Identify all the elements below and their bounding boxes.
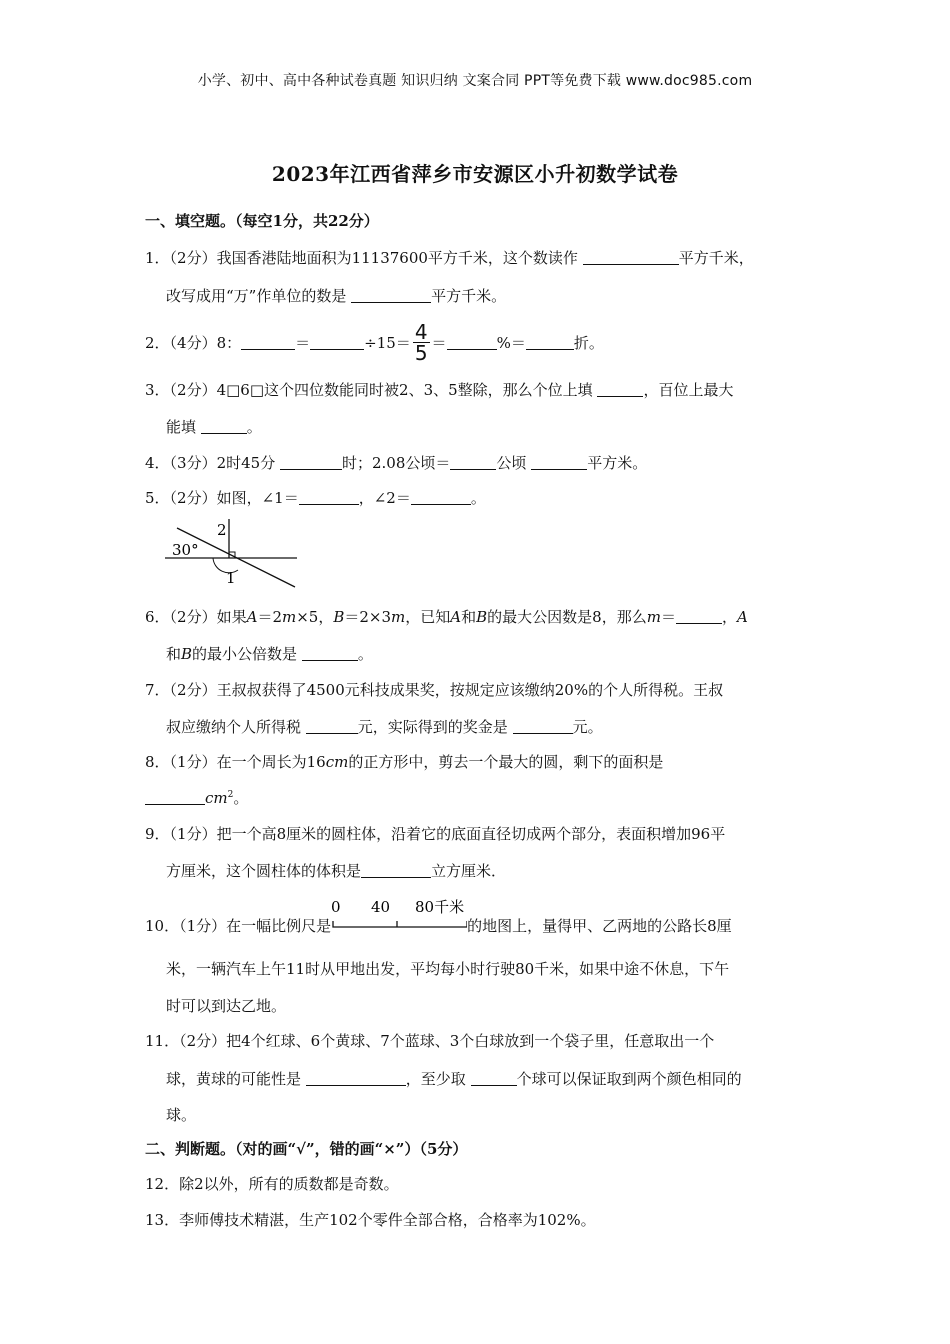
question-9-line-1: 9．（1分）把一个高8厘米的圆柱体，沿着它的底面直径切成两个部分，表面积增加96平 [145, 825, 726, 843]
question-7-line-2: 叔应缴纳个人所得税 元，实际得到的奖金是 元。 [166, 718, 603, 736]
question-1-line-1: 1．（2分）我国香港陆地面积为11137600平方千米，这个数读作 平方千米， [145, 249, 754, 267]
angle-2-label: 2 [217, 521, 227, 539]
question-10-line-2: 米，一辆汽车上午11时从甲地出发，平均每小时行驶80千米，如果中途不休息，下午 [166, 960, 730, 978]
question-7-line-1: 7．（2分）王叔叔获得了4500元科技成果奖，按规定应该缴纳20%的个人所得税。王叔 [145, 681, 724, 699]
question-11-line-1: 11．（2分）把4个红球、6个黄球、7个蓝球、3个白球放到一个袋子里，任意取出一个 [145, 1032, 715, 1050]
question-11-line-3: 球。 [166, 1106, 197, 1124]
scale-bar [331, 898, 467, 933]
header-banner: 小学、初中、高中各种试卷真题 知识归纳 文案合同 PPT等免费下载 www.doc985.com [197, 73, 753, 89]
answer-blank[interactable] [411, 490, 471, 505]
answer-blank[interactable] [450, 455, 496, 470]
question-9-line-2: 方厘米，这个圆柱体的体积是 立方厘米． [166, 862, 507, 880]
scale-label-40: 40 [371, 898, 391, 916]
answer-blank[interactable] [302, 646, 358, 661]
answer-blank[interactable] [447, 335, 497, 350]
answer-blank[interactable] [676, 609, 722, 624]
scale-label-0: 0 [331, 898, 341, 916]
answer-blank[interactable] [361, 863, 431, 878]
answer-blank[interactable] [241, 335, 295, 350]
angle-30-label: 30° [172, 541, 199, 559]
answer-blank[interactable] [299, 490, 359, 505]
question-11-line-2: 球，黄球的可能性是 ，至少取 个球可以保证取到两个颜色相同的 [166, 1070, 742, 1088]
answer-blank[interactable] [280, 455, 342, 470]
question-6-line-2: 和B的最小公倍数是 。 [166, 645, 373, 663]
angle-figure [163, 515, 303, 591]
answer-blank[interactable] [145, 790, 205, 805]
section-true-false-heading: 二、判断题。（对的画“√”，错的画“×”）（5分） [145, 1140, 468, 1158]
answer-blank[interactable] [310, 335, 364, 350]
question-8-line-1: 8．（1分）在一个周长为16cm的正方形中，剪去一个最大的圆，剩下的面积是 [145, 753, 664, 771]
answer-blank[interactable] [583, 250, 679, 265]
question-1-line-2: 改写成用“万”作单位的数是 平方千米。 [166, 287, 507, 305]
fraction-four-fifths: $\frac{4}{5}$ [414, 320, 428, 365]
scale-label-80: 80千米 [415, 898, 465, 916]
section-fill-in-heading: 一、填空题。（每空1分，共22分） [145, 212, 379, 230]
exam-title: 2023年江西省萍乡市安源区小升初数学试卷 [271, 162, 679, 186]
scale-bar-line [333, 921, 467, 927]
answer-blank[interactable] [306, 1071, 406, 1086]
answer-blank[interactable] [513, 719, 573, 734]
question-3-line-2: 能填 。 [166, 418, 262, 436]
question-5: 5．（2分）如图，∠1＝ ，∠2＝ 。 [145, 489, 486, 507]
answer-blank[interactable] [531, 455, 587, 470]
question-3-line-1: 3．（2分）4□6□这个四位数能同时被2、3、5整除，那么个位上填 ，百位上最大 [145, 381, 734, 399]
answer-blank[interactable] [306, 719, 358, 734]
question-13: 13．李师傅技术精湛，生产102个零件全部合格，合格率为102%。 [145, 1211, 596, 1229]
answer-blank[interactable] [201, 419, 247, 434]
answer-blank[interactable] [526, 335, 574, 350]
question-12: 12．除2以外，所有的质数都是奇数。 [145, 1175, 399, 1193]
answer-blank[interactable] [597, 382, 643, 397]
question-2: 2．（4分）8： ＝ ÷15＝ $\frac{4}{5}$ ＝ %＝ 折。 [145, 320, 604, 365]
question-6-line-1: 6．（2分）如果A＝2m×5，B＝2×3m，已知A和B的最大公因数是8，那么m＝ ，A [145, 608, 748, 626]
question-10-line-3: 时可以到达乙地。 [166, 997, 287, 1015]
answer-blank[interactable] [471, 1071, 517, 1086]
question-4: 4．（3分）2时45分 时；2.08公顷＝ 公顷 平方米。 [145, 454, 648, 472]
question-10-line-1: 10．（1分）在一幅比例尺是 0 40 80千米 的地图上，量得甲、乙两地的公路长8厘 [145, 898, 732, 935]
answer-blank[interactable] [351, 288, 431, 303]
angle-1-label: 1 [226, 569, 236, 587]
question-8-line-2: $cm^2$。 [145, 787, 248, 808]
